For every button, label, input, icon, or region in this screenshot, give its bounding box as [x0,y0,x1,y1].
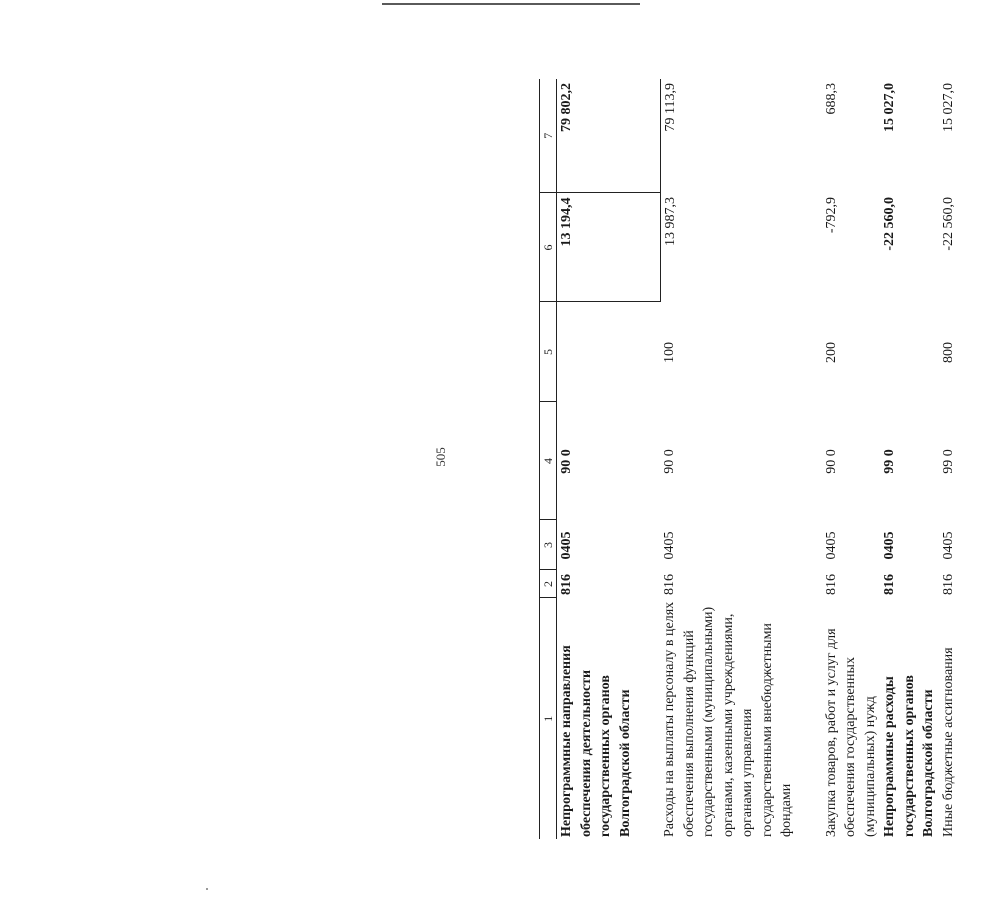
cell-expense-type [880,302,939,402]
column-header: 2 [540,570,557,598]
cell-total: 79 802,2 [557,79,661,193]
table-row [557,79,661,839]
cell-change: -792,9 [823,197,839,234]
cell-target: 90 0 [823,449,839,474]
cell-total: 15 027,0 [882,83,897,132]
column-header: 4 [540,402,557,520]
column-header: 6 [540,193,557,302]
budget-table-rotated [539,79,993,839]
cell-target: 90 0 [662,449,677,474]
scan-speck [206,888,208,890]
cell-ministry: 816 [823,574,839,595]
cell-section: 0405 [559,531,574,560]
row-name: Расходы на выплаты персоналу в целях обеспечения выполнения функций государственными (муниципальными) органами, казенными учреждениями, органами управления государственными внебюджетными фондами [662,601,794,837]
cell-ministry: 816 [940,574,956,595]
cell-section: 0405 [823,531,839,560]
row-name: Иные бюджетные ассигнования [940,647,956,837]
budget-table [539,79,958,839]
table-row [939,79,959,839]
page-top-rule [382,3,640,5]
cell-total: 15 027,0 [940,83,956,132]
column-header: 3 [540,520,557,570]
cell-expense-type [557,302,661,402]
column-header: 5 [540,302,557,402]
cell-section: 0405 [882,531,897,560]
cell-target: 90 0 [559,449,574,474]
cell-change: -22 560,0 [940,197,956,251]
cell-ministry: 816 [882,574,897,595]
cell-change: -22 560,0 [882,197,897,251]
column-header: 1 [540,598,557,839]
cell-ministry: 816 [559,574,574,595]
table-row [822,79,881,839]
cell-section: 0405 [940,531,956,560]
row-name: Закупка товаров, работ и услуг для обеспечения государственных (муниципальных) нужд [823,628,878,837]
row-name: Непрограммные направления обеспечения деятельности государственных органов Волгоградской области [559,645,633,837]
cell-expense-type: 200 [823,342,839,363]
cell-target: 99 0 [882,449,897,474]
column-header: 7 [540,79,557,193]
row-name: Непрограммные расходы государственных органов Волгоградской области [882,675,936,837]
table-header-row [540,79,557,839]
cell-change: 13 987,3 [662,197,678,246]
cell-total: 79 113,9 [662,83,678,132]
cell-change: 13 194,4 [557,193,661,302]
cell-ministry: 816 [662,574,677,595]
cell-expense-type: 800 [940,342,956,363]
table-row [660,79,822,839]
cell-total: 688,3 [823,83,839,115]
cell-section: 0405 [662,531,677,560]
cell-expense-type: 100 [662,342,677,363]
page-number: 505 [433,447,448,467]
table-row [880,79,939,839]
cell-target: 99 0 [940,449,956,474]
